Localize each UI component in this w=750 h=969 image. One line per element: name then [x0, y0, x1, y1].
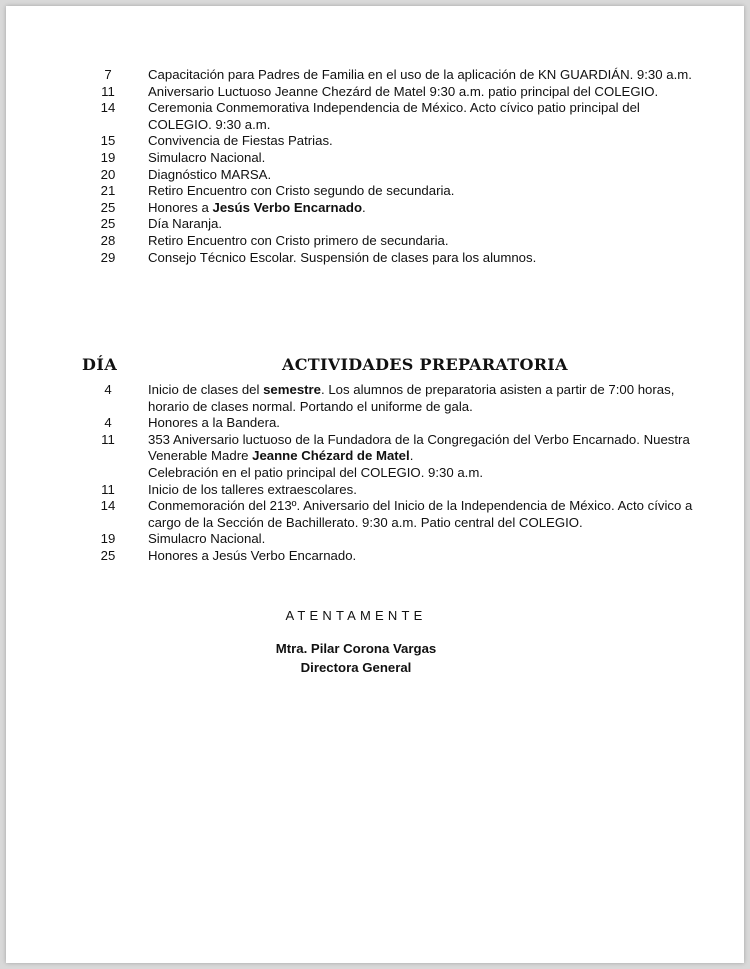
- text: Simulacro Nacional.: [148, 149, 266, 165]
- activity-day: 11: [101, 431, 115, 447]
- activity-row: [6, 216, 744, 233]
- text: Celebración en el patio principal del COLEGIO. 9:30 a.m.: [148, 464, 483, 480]
- activity-description: [148, 531, 693, 548]
- activity-day: 21: [100, 183, 116, 199]
- activity-row: [6, 183, 744, 200]
- activity-description: [148, 216, 693, 233]
- signer-position: Directora General: [300, 660, 412, 675]
- bold-text: Jeanne Chézard de Matel: [252, 448, 410, 464]
- text: Retiro Encuentro con Cristo primero de secundaria.: [148, 232, 449, 248]
- activity-description: [148, 250, 693, 267]
- activity-day: 19: [100, 149, 116, 165]
- signature-block: [6, 639, 706, 677]
- closing-salutation: ATENTAMENTE: [285, 608, 427, 623]
- activity-row: [6, 531, 744, 548]
- activity-day: 7: [104, 67, 112, 82]
- text: .: [362, 199, 366, 215]
- activity-day: 11: [101, 83, 115, 99]
- signer-name: Mtra. Pilar Corona Vargas: [275, 641, 437, 656]
- text: Diagnóstico MARSA.: [148, 166, 272, 182]
- activity-description: [148, 167, 693, 184]
- activity-row: [6, 382, 744, 415]
- activity-day: 14: [100, 100, 116, 116]
- activity-day: 4: [104, 382, 112, 397]
- text: . Los alumnos de preparatoria asisten a partir de 7:00 horas, horario de clases normal. Portando el uniforme de gala.: [148, 382, 675, 414]
- text: Inicio de clases del: [148, 382, 264, 397]
- activity-description: [148, 150, 693, 167]
- activity-row: [6, 482, 744, 499]
- activity-description: [148, 233, 693, 250]
- bold-text: Jesús Verbo Encarnado: [212, 199, 363, 215]
- activity-day: 20: [100, 166, 116, 182]
- document-page: [6, 6, 744, 963]
- activity-row: [6, 100, 744, 133]
- text: Día Naranja.: [148, 216, 223, 232]
- text: Retiro Encuentro con Cristo segundo de secundaria.: [148, 183, 455, 199]
- activity-day: 25: [100, 216, 116, 232]
- activity-description: [148, 548, 693, 565]
- text: Inicio de los talleres extraescolares.: [148, 481, 357, 497]
- text: Convivencia de Fiestas Patrias.: [148, 133, 333, 149]
- preparatoria-activities-list: [6, 382, 744, 565]
- activity-description: [148, 482, 693, 499]
- activity-row: [6, 150, 744, 167]
- activity-day: 28: [100, 232, 116, 248]
- activity-description: [148, 100, 693, 133]
- activity-description: [148, 84, 693, 101]
- text: Ceremonia Conmemorativa Independencia de México. Acto cívico patio principal del COLEGIO. 9:30 a.m.: [148, 100, 640, 132]
- text: 353 Aniversario luctuoso de la Fundadora de la Congregación del Verbo Encarnado. Nuestra Venerable Madre: [148, 431, 690, 464]
- activity-row: [6, 498, 744, 531]
- activity-row: [6, 133, 744, 150]
- activity-description: [148, 133, 693, 150]
- activity-day: 29: [100, 249, 116, 265]
- activity-day: 25: [100, 547, 116, 563]
- secundaria-activities-list: [6, 67, 744, 266]
- activity-row: [6, 548, 744, 565]
- activity-row: [6, 432, 744, 482]
- day-column-header: DÍA: [82, 355, 118, 374]
- activity-description: [148, 183, 693, 200]
- activity-row: [6, 200, 744, 217]
- activity-row: [6, 233, 744, 250]
- activity-description: [148, 415, 693, 432]
- text: Conmemoración del 213º. Aniversario del Inicio de la Independencia de México. Acto cívico a cargo de la Sección de Bachillerato. 9:30 a.m. Patio central del COLEGIO.: [148, 498, 693, 530]
- activity-row: [6, 67, 744, 84]
- activity-day: 15: [100, 133, 116, 149]
- text: Honores a Jesús Verbo Encarnado.: [148, 547, 357, 563]
- activity-row: [6, 167, 744, 184]
- text: Honores a: [148, 199, 213, 215]
- text: Honores a la Bandera.: [148, 415, 280, 431]
- activity-row: [6, 84, 744, 101]
- activity-day: 14: [100, 498, 116, 514]
- text: Aniversario Luctuoso Jeanne Chezárd de Matel 9:30 a.m. patio principal del COLEGIO.: [148, 83, 659, 99]
- activity-description: [148, 200, 693, 217]
- preparatoria-heading: [6, 355, 744, 379]
- activity-description: [148, 432, 693, 482]
- section-title: ACTIVIDADES PREPARATORIA: [282, 355, 568, 374]
- text: .: [409, 448, 414, 464]
- text: Capacitación para Padres de Familia en el uso de la aplicación de KN GUARDIÁN. 9:30 a.m.: [148, 67, 692, 82]
- activity-day: 4: [104, 415, 112, 431]
- activity-day: 11: [101, 481, 115, 497]
- text: Consejo Técnico Escolar. Suspensión de clases para los alumnos.: [148, 249, 537, 265]
- activity-row: [6, 415, 744, 432]
- activity-description: [148, 382, 693, 415]
- activity-row: [6, 250, 744, 267]
- activity-day: 25: [100, 199, 116, 215]
- activity-description: [148, 67, 693, 84]
- bold-text: semestre: [263, 382, 322, 397]
- text: Simulacro Nacional.: [148, 531, 266, 547]
- activity-day: 19: [100, 531, 116, 547]
- activity-description: [148, 498, 693, 531]
